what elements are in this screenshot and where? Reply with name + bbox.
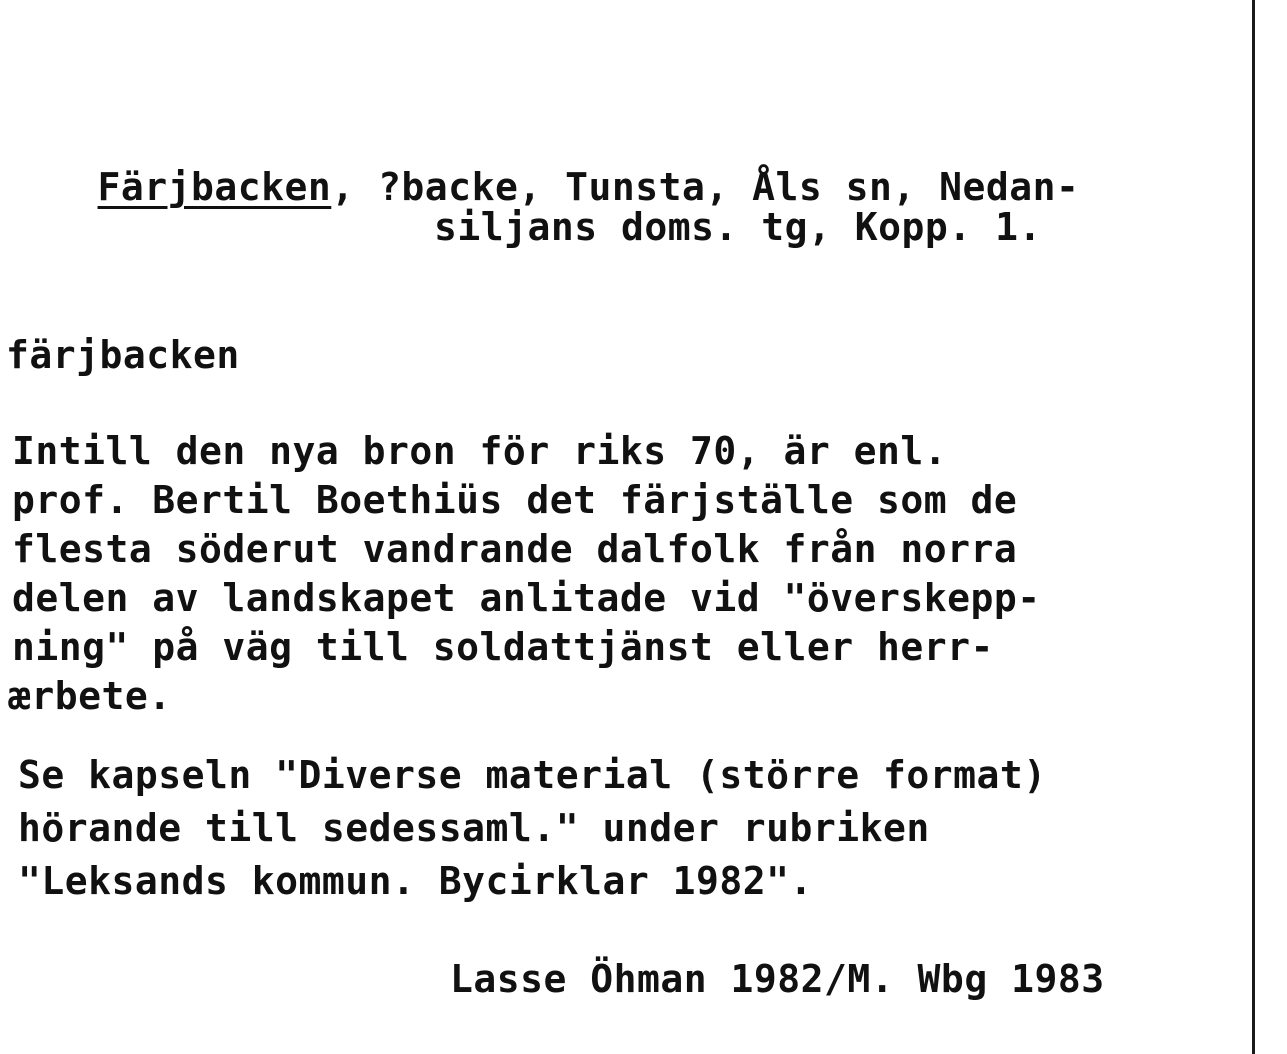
header-line-2: siljans doms. tg, Kopp. 1. [434, 205, 1042, 249]
body-line-4: delen av landskapet anlitade vid "överskepp- [12, 576, 1041, 620]
body-line-5: ning" på väg till soldattjänst eller herr- [12, 625, 994, 669]
reference-line-3: "Leksands kommun. Bycirklar 1982". [18, 859, 813, 903]
headword: Färjbacken [97, 165, 332, 209]
reference-line-2: hörande till sedessaml." under rubriken [18, 806, 930, 850]
body-line-1: Intill den nya bron för riks 70, är enl. [12, 429, 948, 473]
body-line-2: prof. Bertil Boethiüs det färjställe som de [12, 478, 1018, 522]
dialect-form: färjbacken [6, 333, 240, 377]
body-line-6: ærbete. [8, 674, 172, 718]
signature: Lasse Öhman 1982/M. Wbg 1983 [450, 957, 1105, 1001]
header-location: , ?backe, Tunsta, Åls sn, Nedan- [331, 165, 1080, 209]
reference-line-1: Se kapseln "Diverse material (större format) [18, 753, 1047, 797]
body-line-3: flesta söderut vandrande dalfolk från norra [12, 527, 1018, 571]
card-edge-line [1252, 0, 1255, 1054]
